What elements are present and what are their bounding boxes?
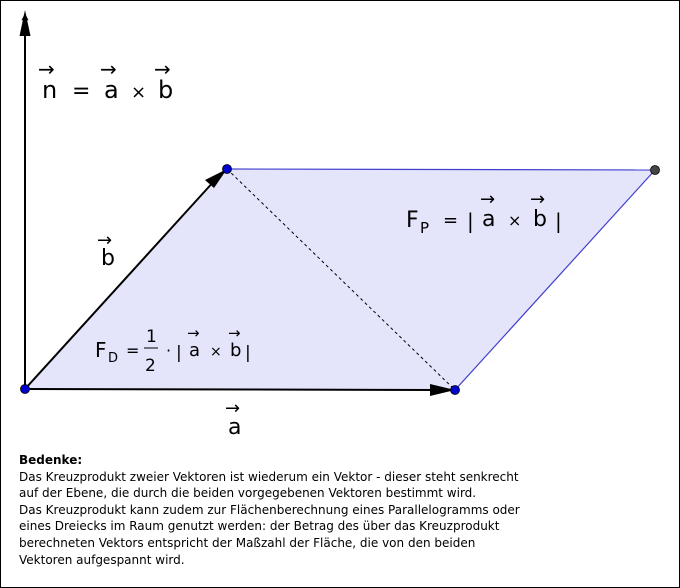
point-a-end	[451, 386, 460, 395]
arrow-glyph: →	[38, 57, 55, 81]
subscript-d: D	[108, 351, 119, 366]
caption	[19, 452, 659, 568]
normal-formula	[38, 57, 173, 104]
a-symbol: a	[104, 76, 119, 104]
times-sign: ×	[508, 211, 522, 230]
caption-line: Vektoren aufgespannt wird.	[19, 552, 185, 567]
arrow-glyph: →	[530, 189, 546, 210]
caption-line: Das Kreuzprodukt kann zudem zur Flächenberechnung eines Parallelogramms oder	[19, 502, 520, 517]
point-origin	[21, 385, 30, 394]
arrow-glyph: →	[228, 324, 241, 342]
arrow-glyph: →	[97, 230, 113, 251]
n-symbol: n	[42, 76, 58, 104]
equals-sign: =	[72, 79, 91, 104]
caption-title: Bedenke:	[19, 453, 83, 467]
arrow-glyph: →	[225, 398, 241, 419]
caption-line: Das Kreuzprodukt zweier Vektoren ist wiederum ein Vektor - dieser steht senkrecht	[19, 469, 519, 484]
fraction-numerator: 1	[146, 327, 157, 347]
equals-sign: =	[443, 210, 459, 231]
b-symbol: b	[533, 207, 547, 232]
arrow-glyph: →	[100, 57, 117, 81]
caption-line: auf der Ebene, die durch die beiden vorgegebenen Vektoren bestimmt wird.	[19, 486, 477, 501]
f-symbol: F	[95, 338, 107, 362]
a-symbol: a	[228, 415, 242, 440]
a-symbol: a	[189, 340, 201, 361]
times-sign: ×	[210, 344, 222, 360]
parallelogram	[25, 169, 655, 390]
arrow-glyph: →	[480, 189, 496, 210]
arrow-glyph: →	[187, 324, 200, 342]
caption-line: eines Dreiecks im Raum genutzt werden: der Betrag des über das Kreuzprodukt	[19, 519, 500, 534]
b-symbol: b	[230, 340, 242, 361]
f-symbol: F	[406, 208, 419, 233]
point-far-corner	[651, 166, 660, 175]
subscript-p: P	[420, 219, 430, 237]
arrow-glyph: →	[154, 57, 171, 81]
caption-line: berechneten Vektors entspricht der Maßzahl der Fläche, die von den beiden	[19, 535, 476, 550]
equals-sign: =	[126, 341, 140, 360]
b-symbol: b	[158, 76, 174, 104]
vector-a	[25, 389, 440, 390]
point-b-end	[223, 165, 232, 174]
fraction-denominator: 2	[145, 356, 156, 376]
vector-a-label	[225, 398, 241, 440]
abs-bar-left: |	[176, 343, 182, 363]
dot-operator: ·	[166, 341, 172, 360]
abs-bar-left: |	[467, 209, 474, 233]
times-sign: ×	[131, 82, 147, 103]
a-symbol: a	[482, 207, 496, 232]
abs-bar-right: |	[555, 209, 562, 233]
b-symbol: b	[101, 246, 115, 271]
normal-arrow-head	[20, 10, 31, 36]
abs-bar-right: |	[245, 343, 251, 363]
vector-b-label	[97, 230, 115, 271]
